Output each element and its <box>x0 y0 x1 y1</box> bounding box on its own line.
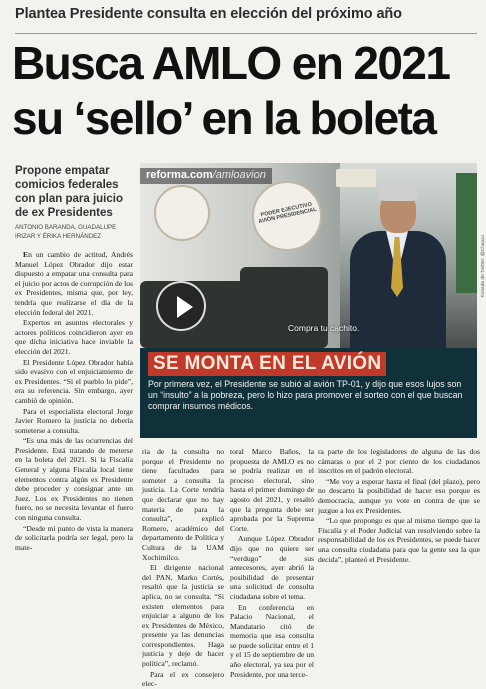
paragraph: Para el ex consejero elec- <box>142 669 224 689</box>
article-column-1 <box>15 250 133 640</box>
promo-title: SE MONTA EN EL AVIÓN <box>148 352 386 376</box>
paragraph: En un cambio de actitud, Andrés Manuel López Obrador dijo estar dispuesto a empatar una consulta para el juicio por actos de corrupción de los ex Presidentes, misma que, por ley, tendría que realizarse el día de la elección federal del 2021. <box>15 250 133 317</box>
paragraph: ra parte de los legisladores de alguna de las dos cámaras o por el 2 por ciento de los ciudadanos inscritos en el padrón electoral. <box>318 447 480 476</box>
play-icon[interactable] <box>156 281 206 331</box>
paragraph: El dirigente nacional del PAN, Marko Cortés, resaltó que la justicia se aplica, no se consulta. “Si existen elementos para enjuiciar a alguno de los ex Presidentes de México, presente ya las denuncias correspondientes. Haga justicia y deje de hacer política”, reclamó. <box>142 563 224 669</box>
headline-line-2: su ‘sello’ en la boleta <box>12 92 436 144</box>
camera-device <box>336 169 376 187</box>
article-column-3 <box>230 447 314 679</box>
url-domain[interactable]: reforma.com <box>146 169 213 181</box>
subhead: Propone empatar comicios federales con plan para juicio de ex Presidentes <box>15 165 123 219</box>
url-path[interactable]: /amloavion <box>212 169 266 181</box>
paragraph: En conferencia en Palacio Nacional, el Mandatario citó de memoria que esa consulta se puede solicitar entre el 1 y el 15 de septiembre de un año electoral, ya sea por el Presidente, por una terce- <box>230 602 314 679</box>
paragraph: “Lo que propongo es que al mismo tiempo que la Fiscalía y el Poder Judicial van resolviendo sobre la responsabilidad de los ex Presidentes, se puede hacer una consulta ciudadana para que la gente sea la que decida”, planteó el Presidente. <box>318 516 480 564</box>
paragraph: toral Marco Baños, la propuesta de AMLO es no se podría realizar en el proceso electoral, sino hasta el primer domingo de agosto del 2021, y resaltó que la pregunta debe ser aprobada por la Suprema Corte. <box>230 447 314 533</box>
photo-credit <box>481 170 485 300</box>
promo-body: Por primera vez, el Presidente se subió al avión TP-01, y dijo que esos lujos son un “insulto” a la pobreza, pero lo hizo para promover el sorteo con el que buscan comprar insumos médicos. <box>148 379 463 411</box>
flag <box>456 173 477 293</box>
paragraph: “Es una más de las ocurrencias del Presidente. Está tratando de meterse en la boleta del 2021. Si la Fiscalía General y alguna Fiscalía local tiene elementos contra algún ex Presidente debe proceder y consignar ante un Juez. Los ex Presidentes no tienen fuero, no se necesita levantar el fuero con ninguna consulta. <box>15 436 133 523</box>
kicker: Plantea Presidente consulta en elección del próximo año <box>15 6 402 22</box>
paragraph: ria de la consulta no porque el Presidente no tiene facultades para someter a consulta la justicia. La Corte tendría que declarar que no hay materia de para la consulta”, explicó Romero, académico del departamento de Política y Cultura de la UAM Xochimilco. <box>142 447 224 562</box>
paragraph: Para el especialista electoral Jorge Javier Romero la justicia no debería someterse a consulta. <box>15 406 133 435</box>
paragraph: “Desde mi punto de vista la manera de solicitarla podría ser legal, pero la mate- <box>15 523 133 552</box>
seal-emblem-left <box>154 185 210 241</box>
headline-line-1: Busca AMLO en 2021 <box>12 37 450 89</box>
article-column-4 <box>318 447 480 642</box>
video-promo[interactable] <box>140 163 477 438</box>
paragraph: “Me voy a esperar hasta el final (del plazo), pero no descarto la posibilidad de hacer eso porque es democracia, aunque yo vote en contra de que se juzgue a los ex Presidentes. <box>318 476 480 515</box>
divider-rule <box>15 33 477 34</box>
article-column-2 <box>142 447 224 689</box>
paragraph: Expertos en asuntos electorales y actores políticos coincidieron ayer en que dicha iniciativa hace inviable la elección del 2021. <box>15 318 133 356</box>
photo-credit-text: Tomada de Twitter: @ChapaJ <box>481 234 486 298</box>
seat-right <box>240 267 328 348</box>
paragraph: Aunque López Obrador dijo que no quiere ser “verdugo” de sus antecesores, ayer abrió la posibilidad de presentar una solicitud de consulta ciudadana sobre el tema. <box>230 534 314 601</box>
person-hair <box>378 185 418 201</box>
promo-photo <box>140 163 477 348</box>
seal-emblem-right <box>252 181 322 251</box>
paragraph: El Presidente López Obrador había sido evasivo con el enjuiciamiento de ex Presidentes. “Si el pueblo lo pide”, era su referencia. Sin embargo, ayer cambió de opinión. <box>15 357 133 405</box>
photo-caption: Compra tu cachito. <box>288 323 360 333</box>
byline: ANTONIO BARANDA, GUADALUPE IRIZAR Y ÉRIKA HERNÁNDEZ <box>15 224 117 240</box>
promo-band <box>140 348 477 438</box>
seal-text: PODER EJECUTIVO AVIÓN PRESIDENCIAL <box>257 201 318 226</box>
promo-url[interactable] <box>140 168 272 184</box>
